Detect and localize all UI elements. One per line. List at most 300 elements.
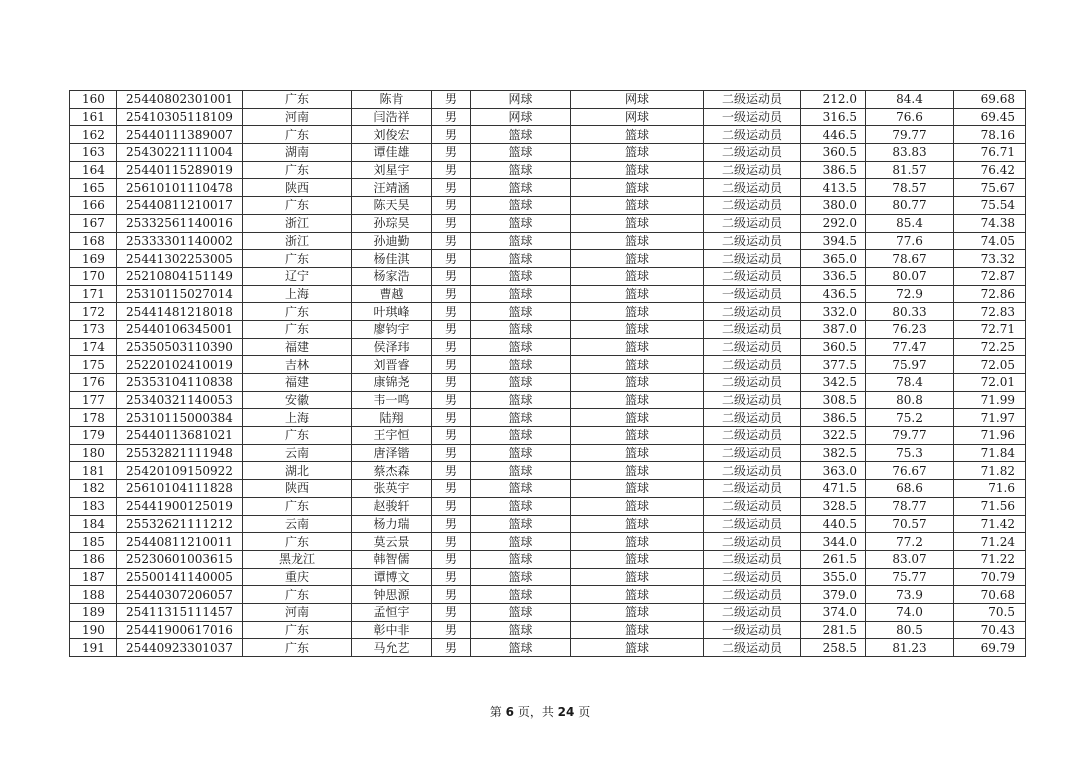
- score-final-cell: 78.16: [954, 126, 1026, 144]
- item-cell: 篮球: [571, 232, 704, 250]
- sport-cell: 篮球: [471, 480, 571, 498]
- item-cell: 篮球: [571, 497, 704, 515]
- score-sport-cell: 80.77: [866, 197, 954, 215]
- table-row: [70, 250, 1026, 268]
- gender-cell: 男: [432, 250, 471, 268]
- exam-id-cell: 25420109150922: [117, 462, 243, 480]
- item-cell: 网球: [571, 91, 704, 109]
- score-final-cell: 75.67: [954, 179, 1026, 197]
- province-cell: 广东: [243, 126, 352, 144]
- exam-id-cell: 25532621111212: [117, 515, 243, 533]
- row-number-cell: 177: [70, 391, 117, 409]
- province-cell: 广东: [243, 197, 352, 215]
- score-sport-cell: 78.67: [866, 250, 954, 268]
- name-cell: 韩智儒: [352, 550, 432, 568]
- sport-cell: 篮球: [471, 126, 571, 144]
- exam-id-cell: 25440811210011: [117, 533, 243, 551]
- score-final-cell: 72.87: [954, 267, 1026, 285]
- score-total-cell: 380.0: [801, 197, 866, 215]
- athlete-level-cell: 二级运动员: [704, 338, 801, 356]
- exam-id-cell: 25500141140005: [117, 568, 243, 586]
- gender-cell: 男: [432, 515, 471, 533]
- score-sport-cell: 75.3: [866, 444, 954, 462]
- name-cell: 杨家浩: [352, 267, 432, 285]
- score-final-cell: 71.24: [954, 533, 1026, 551]
- athlete-level-cell: 二级运动员: [704, 303, 801, 321]
- score-total-cell: 365.0: [801, 250, 866, 268]
- exam-id-cell: 25610101110478: [117, 179, 243, 197]
- sport-cell: 篮球: [471, 197, 571, 215]
- table-row: [70, 108, 1026, 126]
- name-cell: 刘星宇: [352, 161, 432, 179]
- athlete-level-cell: 二级运动员: [704, 462, 801, 480]
- province-cell: 云南: [243, 444, 352, 462]
- province-cell: 上海: [243, 409, 352, 427]
- sport-cell: 篮球: [471, 427, 571, 445]
- table-row: [70, 356, 1026, 374]
- athlete-level-cell: 二级运动员: [704, 179, 801, 197]
- score-final-cell: 71.22: [954, 550, 1026, 568]
- score-total-cell: 316.5: [801, 108, 866, 126]
- exam-id-cell: 25230601003615: [117, 550, 243, 568]
- exam-id-cell: 25440106345001: [117, 320, 243, 338]
- row-number-cell: 179: [70, 427, 117, 445]
- sport-cell: 篮球: [471, 161, 571, 179]
- province-cell: 浙江: [243, 214, 352, 232]
- table-row: [70, 232, 1026, 250]
- table-row: [70, 197, 1026, 215]
- sport-cell: 篮球: [471, 515, 571, 533]
- athlete-level-cell: 二级运动员: [704, 391, 801, 409]
- row-number-cell: 167: [70, 214, 117, 232]
- gender-cell: 男: [432, 232, 471, 250]
- gender-cell: 男: [432, 621, 471, 639]
- row-number-cell: 173: [70, 320, 117, 338]
- table-row: [70, 515, 1026, 533]
- gender-cell: 男: [432, 214, 471, 232]
- item-cell: 篮球: [571, 409, 704, 427]
- name-cell: 汪靖涵: [352, 179, 432, 197]
- gender-cell: 男: [432, 91, 471, 109]
- score-sport-cell: 78.4: [866, 374, 954, 392]
- score-final-cell: 70.68: [954, 586, 1026, 604]
- item-cell: 篮球: [571, 515, 704, 533]
- province-cell: 安徽: [243, 391, 352, 409]
- score-sport-cell: 83.07: [866, 550, 954, 568]
- name-cell: 彰中非: [352, 621, 432, 639]
- sport-cell: 篮球: [471, 639, 571, 657]
- score-sport-cell: 79.77: [866, 427, 954, 445]
- name-cell: 闫浩祥: [352, 108, 432, 126]
- score-total-cell: 394.5: [801, 232, 866, 250]
- sport-cell: 篮球: [471, 444, 571, 462]
- province-cell: 河南: [243, 108, 352, 126]
- score-final-cell: 72.71: [954, 320, 1026, 338]
- province-cell: 广东: [243, 303, 352, 321]
- gender-cell: 男: [432, 320, 471, 338]
- score-sport-cell: 78.77: [866, 497, 954, 515]
- name-cell: 廖钧宇: [352, 320, 432, 338]
- exam-id-cell: 25440111389007: [117, 126, 243, 144]
- province-cell: 广东: [243, 91, 352, 109]
- name-cell: 孙琮昊: [352, 214, 432, 232]
- score-sport-cell: 76.6: [866, 108, 954, 126]
- gender-cell: 男: [432, 108, 471, 126]
- name-cell: 陆翔: [352, 409, 432, 427]
- sport-cell: 篮球: [471, 250, 571, 268]
- table-row: [70, 603, 1026, 621]
- sport-cell: 篮球: [471, 267, 571, 285]
- score-total-cell: 436.5: [801, 285, 866, 303]
- item-cell: 篮球: [571, 144, 704, 162]
- score-total-cell: 328.5: [801, 497, 866, 515]
- province-cell: 陕西: [243, 480, 352, 498]
- gender-cell: 男: [432, 550, 471, 568]
- gender-cell: 男: [432, 285, 471, 303]
- score-sport-cell: 72.9: [866, 285, 954, 303]
- name-cell: 莫云景: [352, 533, 432, 551]
- item-cell: 篮球: [571, 533, 704, 551]
- row-number-cell: 183: [70, 497, 117, 515]
- score-total-cell: 308.5: [801, 391, 866, 409]
- score-final-cell: 70.79: [954, 568, 1026, 586]
- table-row: [70, 621, 1026, 639]
- province-cell: 重庆: [243, 568, 352, 586]
- sport-cell: 篮球: [471, 462, 571, 480]
- row-number-cell: 168: [70, 232, 117, 250]
- score-final-cell: 76.71: [954, 144, 1026, 162]
- score-sport-cell: 77.47: [866, 338, 954, 356]
- item-cell: 篮球: [571, 568, 704, 586]
- athlete-level-cell: 一级运动员: [704, 621, 801, 639]
- row-number-cell: 186: [70, 550, 117, 568]
- name-cell: 刘晋睿: [352, 356, 432, 374]
- score-total-cell: 332.0: [801, 303, 866, 321]
- item-cell: 篮球: [571, 391, 704, 409]
- score-final-cell: 72.25: [954, 338, 1026, 356]
- item-cell: 篮球: [571, 374, 704, 392]
- exam-id-cell: 25441900125019: [117, 497, 243, 515]
- table-row: [70, 427, 1026, 445]
- athlete-level-cell: 二级运动员: [704, 586, 801, 604]
- score-final-cell: 71.42: [954, 515, 1026, 533]
- name-cell: 刘俊宏: [352, 126, 432, 144]
- gender-cell: 男: [432, 639, 471, 657]
- row-number-cell: 176: [70, 374, 117, 392]
- row-number-cell: 189: [70, 603, 117, 621]
- name-cell: 唐泽锴: [352, 444, 432, 462]
- gender-cell: 男: [432, 462, 471, 480]
- exam-id-cell: 25440307206057: [117, 586, 243, 604]
- sport-cell: 篮球: [471, 214, 571, 232]
- gender-cell: 男: [432, 338, 471, 356]
- province-cell: 湖北: [243, 462, 352, 480]
- exam-id-cell: 25411315111457: [117, 603, 243, 621]
- sport-cell: 篮球: [471, 533, 571, 551]
- score-sport-cell: 74.0: [866, 603, 954, 621]
- athlete-level-cell: 二级运动员: [704, 214, 801, 232]
- name-cell: 叶琪峰: [352, 303, 432, 321]
- sport-cell: 篮球: [471, 391, 571, 409]
- exam-id-cell: 25220102410019: [117, 356, 243, 374]
- athlete-level-cell: 二级运动员: [704, 533, 801, 551]
- row-number-cell: 171: [70, 285, 117, 303]
- score-final-cell: 71.99: [954, 391, 1026, 409]
- exam-id-cell: 25410305118109: [117, 108, 243, 126]
- score-total-cell: 212.0: [801, 91, 866, 109]
- row-number-cell: 175: [70, 356, 117, 374]
- province-cell: 广东: [243, 161, 352, 179]
- item-cell: 篮球: [571, 356, 704, 374]
- score-final-cell: 71.97: [954, 409, 1026, 427]
- score-sport-cell: 75.77: [866, 568, 954, 586]
- exam-id-cell: 25440923301037: [117, 639, 243, 657]
- province-cell: 吉林: [243, 356, 352, 374]
- score-sport-cell: 68.6: [866, 480, 954, 498]
- province-cell: 湖南: [243, 144, 352, 162]
- athlete-level-cell: 二级运动员: [704, 497, 801, 515]
- athlete-level-cell: 二级运动员: [704, 250, 801, 268]
- name-cell: 韦一鸣: [352, 391, 432, 409]
- province-cell: 广东: [243, 586, 352, 604]
- score-total-cell: 382.5: [801, 444, 866, 462]
- province-cell: 云南: [243, 515, 352, 533]
- item-cell: 篮球: [571, 267, 704, 285]
- score-final-cell: 69.68: [954, 91, 1026, 109]
- table-row: [70, 374, 1026, 392]
- gender-cell: 男: [432, 409, 471, 427]
- score-total-cell: 360.5: [801, 338, 866, 356]
- score-final-cell: 76.42: [954, 161, 1026, 179]
- table-row: [70, 586, 1026, 604]
- score-final-cell: 71.6: [954, 480, 1026, 498]
- exam-id-cell: 25440113681021: [117, 427, 243, 445]
- row-number-cell: 160: [70, 91, 117, 109]
- gender-cell: 男: [432, 391, 471, 409]
- table-row: [70, 285, 1026, 303]
- name-cell: 康锦尧: [352, 374, 432, 392]
- score-final-cell: 71.56: [954, 497, 1026, 515]
- score-total-cell: 258.5: [801, 639, 866, 657]
- row-number-cell: 180: [70, 444, 117, 462]
- score-total-cell: 322.5: [801, 427, 866, 445]
- score-final-cell: 74.05: [954, 232, 1026, 250]
- score-sport-cell: 73.9: [866, 586, 954, 604]
- score-sport-cell: 81.57: [866, 161, 954, 179]
- score-total-cell: 387.0: [801, 320, 866, 338]
- score-final-cell: 69.79: [954, 639, 1026, 657]
- item-cell: 篮球: [571, 480, 704, 498]
- sport-cell: 篮球: [471, 374, 571, 392]
- athlete-level-cell: 二级运动员: [704, 550, 801, 568]
- sport-cell: 篮球: [471, 603, 571, 621]
- table-row: [70, 161, 1026, 179]
- score-total-cell: 360.5: [801, 144, 866, 162]
- province-cell: 福建: [243, 374, 352, 392]
- score-sport-cell: 80.5: [866, 621, 954, 639]
- footer-middle: 页，共: [517, 705, 554, 719]
- name-cell: 杨力瑞: [352, 515, 432, 533]
- table-row: [70, 533, 1026, 551]
- item-cell: 篮球: [571, 621, 704, 639]
- score-final-cell: 71.84: [954, 444, 1026, 462]
- row-number-cell: 181: [70, 462, 117, 480]
- gender-cell: 男: [432, 197, 471, 215]
- sport-cell: 篮球: [471, 356, 571, 374]
- row-number-cell: 161: [70, 108, 117, 126]
- score-sport-cell: 85.4: [866, 214, 954, 232]
- athlete-level-cell: 一级运动员: [704, 108, 801, 126]
- table-row: [70, 568, 1026, 586]
- name-cell: 杨佳淇: [352, 250, 432, 268]
- name-cell: 曹越: [352, 285, 432, 303]
- item-cell: 篮球: [571, 214, 704, 232]
- exam-id-cell: 25441302253005: [117, 250, 243, 268]
- score-final-cell: 71.96: [954, 427, 1026, 445]
- athlete-level-cell: 二级运动员: [704, 91, 801, 109]
- province-cell: 辽宁: [243, 267, 352, 285]
- table-row: [70, 338, 1026, 356]
- name-cell: 孟恒宇: [352, 603, 432, 621]
- row-number-cell: 182: [70, 480, 117, 498]
- gender-cell: 男: [432, 586, 471, 604]
- name-cell: 孙迪勤: [352, 232, 432, 250]
- score-sport-cell: 79.77: [866, 126, 954, 144]
- table-row: [70, 267, 1026, 285]
- row-number-cell: 185: [70, 533, 117, 551]
- score-total-cell: 281.5: [801, 621, 866, 639]
- province-cell: 广东: [243, 320, 352, 338]
- sport-cell: 网球: [471, 108, 571, 126]
- athlete-level-cell: 二级运动员: [704, 126, 801, 144]
- table-row: [70, 320, 1026, 338]
- exam-id-cell: 25350503110390: [117, 338, 243, 356]
- table-row: [70, 497, 1026, 515]
- score-final-cell: 75.54: [954, 197, 1026, 215]
- name-cell: 谭佳雄: [352, 144, 432, 162]
- sport-cell: 篮球: [471, 568, 571, 586]
- item-cell: 篮球: [571, 338, 704, 356]
- table-row: [70, 144, 1026, 162]
- score-total-cell: 413.5: [801, 179, 866, 197]
- athlete-level-cell: 二级运动员: [704, 515, 801, 533]
- score-sport-cell: 83.83: [866, 144, 954, 162]
- name-cell: 马允艺: [352, 639, 432, 657]
- gender-cell: 男: [432, 568, 471, 586]
- score-total-cell: 292.0: [801, 214, 866, 232]
- table-row: [70, 550, 1026, 568]
- score-sport-cell: 81.23: [866, 639, 954, 657]
- exam-id-cell: 25210804151149: [117, 267, 243, 285]
- score-total-cell: 379.0: [801, 586, 866, 604]
- item-cell: 篮球: [571, 250, 704, 268]
- score-total-cell: 471.5: [801, 480, 866, 498]
- gender-cell: 男: [432, 356, 471, 374]
- score-sport-cell: 80.8: [866, 391, 954, 409]
- province-cell: 河南: [243, 603, 352, 621]
- gender-cell: 男: [432, 126, 471, 144]
- score-sport-cell: 77.2: [866, 533, 954, 551]
- gender-cell: 男: [432, 427, 471, 445]
- item-cell: 篮球: [571, 126, 704, 144]
- sport-cell: 篮球: [471, 338, 571, 356]
- footer-suffix: 页: [578, 705, 591, 719]
- athlete-level-cell: 二级运动员: [704, 480, 801, 498]
- row-number-cell: 162: [70, 126, 117, 144]
- table-row: [70, 91, 1026, 109]
- exam-id-cell: 25430221111004: [117, 144, 243, 162]
- row-number-cell: 191: [70, 639, 117, 657]
- exam-id-cell: 25332561140016: [117, 214, 243, 232]
- gender-cell: 男: [432, 161, 471, 179]
- score-sport-cell: 75.97: [866, 356, 954, 374]
- athlete-level-cell: 一级运动员: [704, 285, 801, 303]
- exam-id-cell: 25610104111828: [117, 480, 243, 498]
- item-cell: 网球: [571, 108, 704, 126]
- athlete-level-cell: 二级运动员: [704, 639, 801, 657]
- item-cell: 篮球: [571, 639, 704, 657]
- athlete-level-cell: 二级运动员: [704, 356, 801, 374]
- athlete-level-cell: 二级运动员: [704, 161, 801, 179]
- athlete-level-cell: 二级运动员: [704, 232, 801, 250]
- province-cell: 广东: [243, 427, 352, 445]
- item-cell: 篮球: [571, 285, 704, 303]
- sport-cell: 篮球: [471, 497, 571, 515]
- sport-cell: 篮球: [471, 303, 571, 321]
- item-cell: 篮球: [571, 586, 704, 604]
- score-final-cell: 69.45: [954, 108, 1026, 126]
- item-cell: 篮球: [571, 197, 704, 215]
- score-total-cell: 261.5: [801, 550, 866, 568]
- page-footer: [0, 703, 1080, 720]
- sport-cell: 篮球: [471, 179, 571, 197]
- gender-cell: 男: [432, 267, 471, 285]
- item-cell: 篮球: [571, 462, 704, 480]
- sport-cell: 网球: [471, 91, 571, 109]
- score-total-cell: 336.5: [801, 267, 866, 285]
- item-cell: 篮球: [571, 179, 704, 197]
- gender-cell: 男: [432, 603, 471, 621]
- athlete-level-cell: 二级运动员: [704, 320, 801, 338]
- name-cell: 陈肯: [352, 91, 432, 109]
- name-cell: 王宇恒: [352, 427, 432, 445]
- sport-cell: 篮球: [471, 550, 571, 568]
- row-number-cell: 172: [70, 303, 117, 321]
- row-number-cell: 170: [70, 267, 117, 285]
- gender-cell: 男: [432, 480, 471, 498]
- athlete-level-cell: 二级运动员: [704, 197, 801, 215]
- row-number-cell: 174: [70, 338, 117, 356]
- athlete-level-cell: 二级运动员: [704, 568, 801, 586]
- item-cell: 篮球: [571, 161, 704, 179]
- item-cell: 篮球: [571, 427, 704, 445]
- current-page: 6: [505, 705, 514, 719]
- exam-id-cell: 25441900617016: [117, 621, 243, 639]
- row-number-cell: 163: [70, 144, 117, 162]
- athlete-level-cell: 二级运动员: [704, 444, 801, 462]
- score-total-cell: 386.5: [801, 161, 866, 179]
- athlete-level-cell: 二级运动员: [704, 374, 801, 392]
- province-cell: 广东: [243, 533, 352, 551]
- exam-id-cell: 25310115027014: [117, 285, 243, 303]
- province-cell: 广东: [243, 497, 352, 515]
- score-total-cell: 374.0: [801, 603, 866, 621]
- score-sport-cell: 76.67: [866, 462, 954, 480]
- table-row: [70, 409, 1026, 427]
- footer-prefix: 第: [489, 705, 502, 719]
- sport-cell: 篮球: [471, 621, 571, 639]
- score-final-cell: 72.01: [954, 374, 1026, 392]
